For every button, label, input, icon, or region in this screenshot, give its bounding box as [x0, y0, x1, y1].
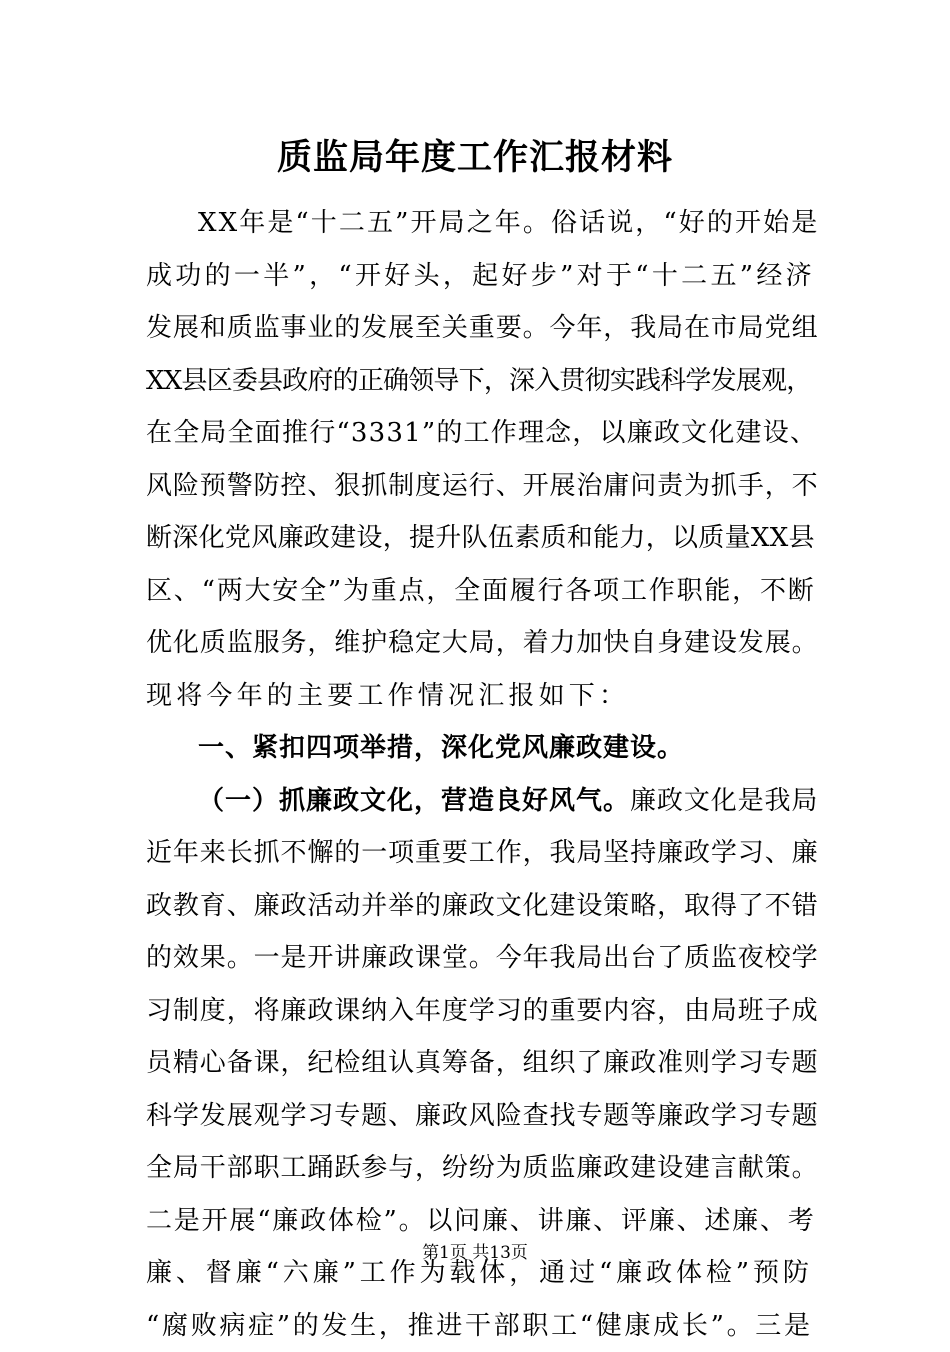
document-body	[146, 197, 818, 1352]
paragraph-line: 员精心备课，纪检组认真筹备，组织了廉政准则学习专题	[146, 1037, 818, 1090]
paragraph-line: 全局干部职工踊跃参与，纷纷为质监廉政建设建言献策。	[146, 1142, 818, 1195]
paragraph-line: 断深化党风廉政建设，提升队伍素质和能力，以质量XX县	[146, 512, 818, 565]
paragraph-text: 廉政文化是我局	[630, 786, 818, 816]
paragraph-line: 发展和质监事业的发展至关重要。今年，我局在市局党组	[146, 302, 818, 355]
paragraph-line: 廉、督廉“六廉”工作为载体，通过“廉政体检”预防	[146, 1247, 818, 1300]
paragraph-line: 成功的一半”，“开好头，起好步”对于“十二五”经济	[146, 250, 818, 303]
paragraph-line: 区、“两大安全”为重点，全面履行各项工作职能，不断	[146, 565, 818, 618]
paragraph-line: 风险预警防控、狠抓制度运行、开展治庸问责为抓手，不	[146, 460, 818, 513]
paragraph-line: 优化质监服务，维护稳定大局，着力加快自身建设发展。	[146, 617, 818, 670]
paragraph-line: 习制度，将廉政课纳入年度学习的重要内容，由局班子成	[146, 985, 818, 1038]
paragraph-line: 的效果。一是开讲廉政课堂。今年我局出台了质监夜校学	[146, 932, 818, 985]
paragraph-line: XX年是“十二五”开局之年。俗话说，“好的开始是	[146, 197, 818, 250]
paragraph-line: XX县区委县政府的正确领导下，深入贯彻实践科学发展观，	[146, 355, 818, 408]
paragraph-line: 在全局全面推行“3331”的工作理念，以廉政文化建设、	[146, 407, 818, 460]
page-footer: 第1页 共13页	[0, 1238, 950, 1268]
paragraph-line: 政教育、廉政活动并举的廉政文化建设策略，取得了不错	[146, 880, 818, 933]
paragraph-line	[146, 775, 818, 828]
paragraph-line: “腐败病症”的发生，推进干部职工“健康成长”。三是	[146, 1300, 818, 1352]
paragraph-line: 二是开展“廉政体检”。以问廉、讲廉、评廉、述廉、考	[146, 1195, 818, 1248]
section-heading: 一、紧扣四项举措，深化党风廉政建设。	[146, 722, 818, 775]
subsection-heading: （一）抓廉政文化，营造良好风气。	[198, 786, 630, 816]
paragraph-line: 科学发展观学习专题、廉政风险查找专题等廉政学习专题	[146, 1090, 818, 1143]
document-title: 质监局年度工作汇报材料	[0, 128, 950, 188]
paragraph-line: 现将今年的主要工作情况汇报如下：	[146, 670, 818, 723]
paragraph-line: 近年来长抓不懈的一项重要工作，我局坚持廉政学习、廉	[146, 827, 818, 880]
